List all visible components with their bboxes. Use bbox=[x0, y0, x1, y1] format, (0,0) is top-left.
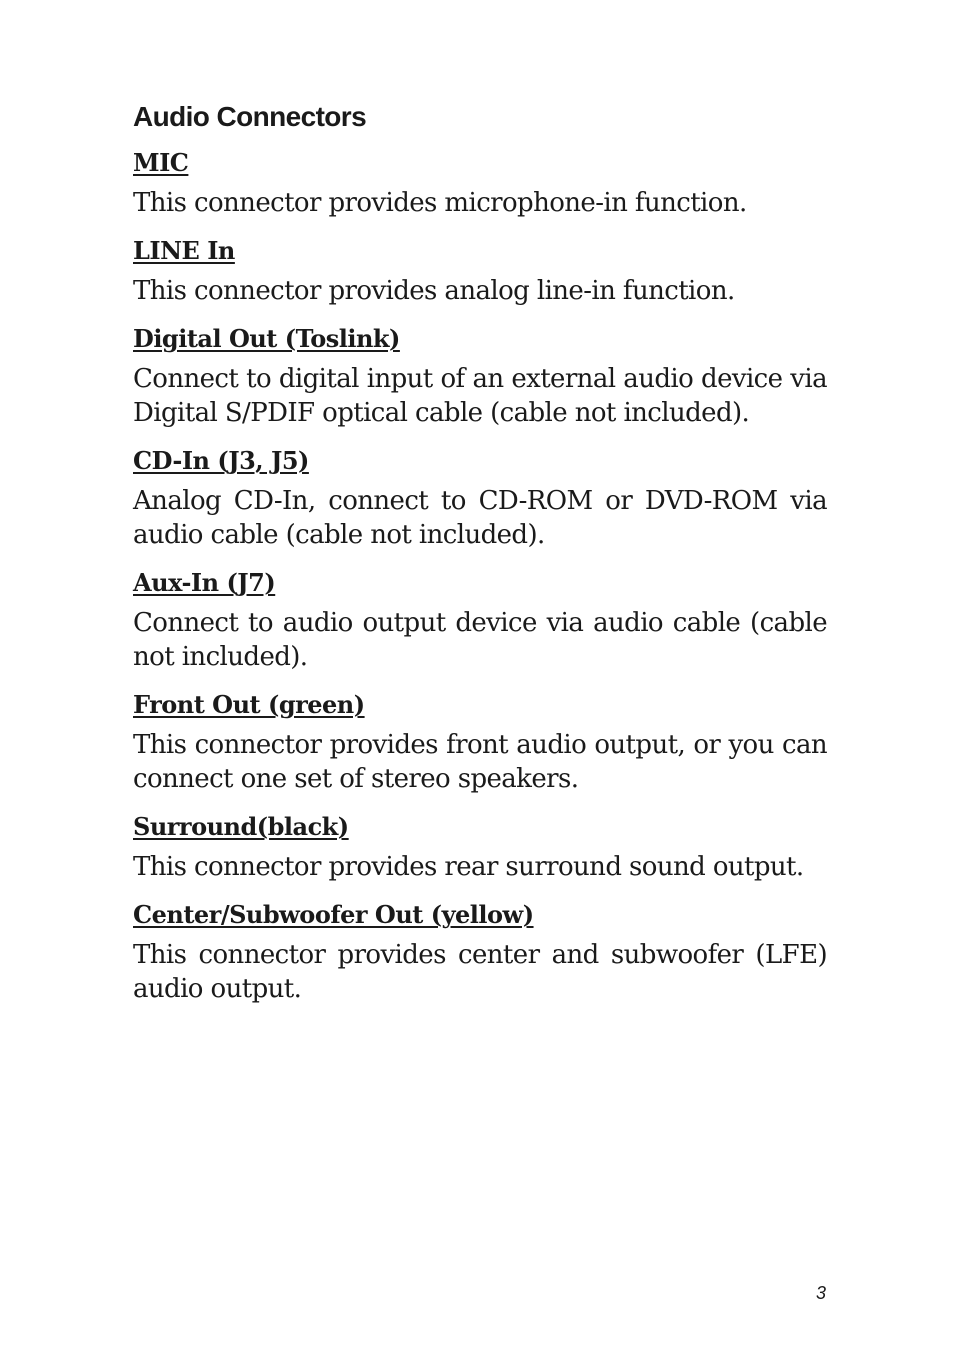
page-number: 3 bbox=[815, 1283, 826, 1303]
section-body: Connect to audio output device via audio cable (cable not included). bbox=[133, 608, 827, 672]
section-heading: Digital Out (Toslink) bbox=[133, 324, 400, 353]
section-line-in bbox=[133, 234, 827, 308]
section-aux-in bbox=[133, 566, 827, 674]
section-body: This connector provides rear surround sound output. bbox=[133, 852, 804, 882]
section-heading: Surround(black) bbox=[133, 812, 349, 841]
section-heading: LINE In bbox=[133, 236, 235, 265]
section-surround bbox=[133, 810, 827, 884]
section-body: This connector provides analog line-in function. bbox=[133, 276, 735, 306]
section-digital-out bbox=[133, 322, 827, 430]
section-body: This connector provides center and subwoofer (LFE) audio output. bbox=[133, 940, 827, 1004]
section-body: Analog CD-In, connect to CD-ROM or DVD-ROM via audio cable (cable not included). bbox=[133, 486, 827, 550]
section-cd-in bbox=[133, 444, 827, 552]
section-heading: Front Out (green) bbox=[133, 690, 365, 719]
section-front-out bbox=[133, 688, 827, 796]
section-heading: Center/Subwoofer Out (yellow) bbox=[133, 900, 534, 929]
section-body: This connector provides microphone-in function. bbox=[133, 188, 747, 218]
section-heading: Aux-In (J7) bbox=[133, 568, 276, 597]
section-body: This connector provides front audio output, or you can connect one set of stereo speakers. bbox=[133, 730, 827, 794]
connector-list bbox=[133, 146, 827, 1020]
section-heading: MIC bbox=[133, 148, 189, 177]
section-mic bbox=[133, 146, 827, 220]
section-center-subwoofer bbox=[133, 898, 827, 1006]
section-body: Connect to digital input of an external audio device via Digital S/PDIF optical cable (cable not included). bbox=[133, 364, 827, 428]
page-title: Audio Connectors bbox=[133, 101, 367, 132]
section-heading: CD-In (J3, J5) bbox=[133, 446, 309, 475]
